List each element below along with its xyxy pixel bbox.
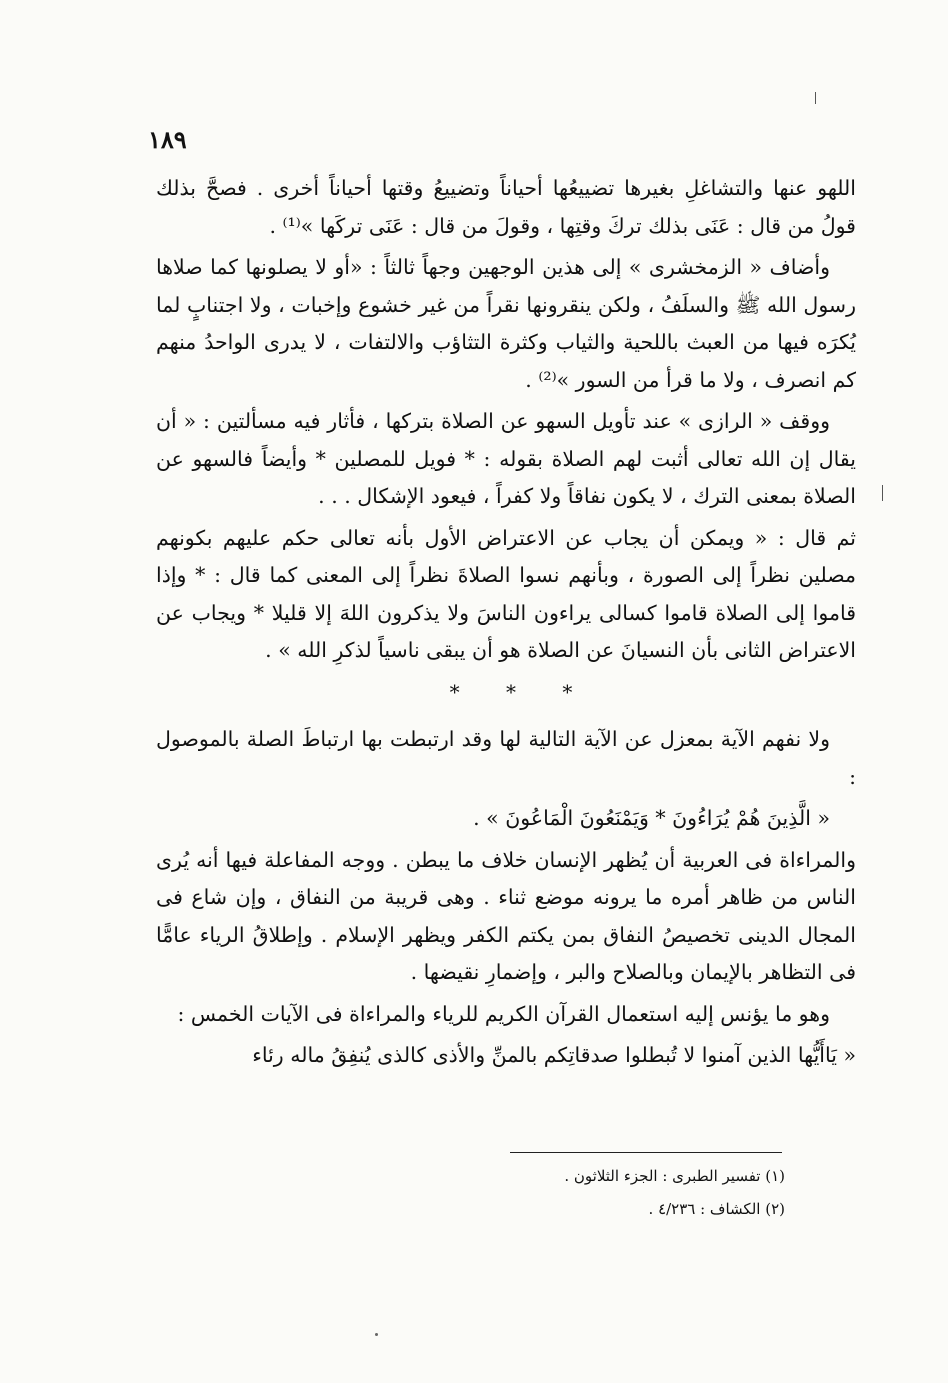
paragraph: ووقف « الرازى » عند تأويل السهو عن الصلاة بتركها ، فأثار فيه مسألتين : « أن يقال إن الله تعالى أثبت لهم الصلاة بقوله : * فويل للمصلين * وأيضاً فالسهو عن الصلاة بمعنى الترك ، لا يكون نفاقاً ولا كفراً ، فيعود الإشكال . . . [156,409,856,508]
footnote: (٢) الكشاف : ٤/٢٣٦ . [648,1200,785,1218]
paragraph: ولا نفهم الآية بمعزل عن الآية التالية لها وقد ارتبطت بها ارتباطَ الصلة بالموصول : [156,727,856,789]
footnote-divider [510,1152,782,1153]
paragraph: وهو ما يؤنس إليه استعمال القرآن الكريم للرياء والمراءاة فى الآيات الخمس : [177,1001,830,1026]
quran-verse: « الَّذِينَ هُمْ يُرَاءُونَ * وَيَمْنَعُونَ الْمَاعُونَ » . [473,806,830,830]
paragraph: ثم قال : « ويمكن أن يجاب عن الاعتراض الأول بأنه تعالى حكم عليهم بكونهم مصلين نظراً إلى الصورة ، وبأنهم نسوا الصلاةَ نظراً إلى المعنى كما قال : * وإذا قاموا إلى الصلاة قاموا كسالى يراءون الناسَ ولا يذكرون اللهَ إلا قليلا * ويجاب عن الاعتراض الثانى بأن النسيانَ عن الصلاة هو أن يبقى ناسياً لذكرِ الله » . [156,525,856,662]
scan-mark [882,485,883,501]
footnotes [520,1160,785,1226]
page-number: ١٨٩ [148,125,187,154]
scan-dot [375,1333,378,1336]
section-separator: * * * [449,679,593,704]
paragraph: اللهو عنها والتشاغلِ بغيرها تضييعُها أحياناً وتضييعُ وقتها أحياناً أخرى . فصحَّ بذلك قولُ من قال : عَنَى بذلك تركَ وقتِها ، وقولَ من قال : عَنَى تركَها »⁽¹⁾ . [156,176,856,238]
scan-mark [815,92,816,104]
paragraph: وأضاف « الزمخشرى » إلى هذين الوجهين وجهاً ثالثاً : «أو لا يصلونها كما صلاها رسول الله ﷺ والسلَفُ ، ولكن ينقرونها نقراً من غير خشوع وإخبات ، ولا اجتنابٍ لما يُكرَه فيها من العبث باللحية والثياب وكثرة التثاؤب والالتفات ، لا يدرى الواحدُ منهم كم انصرف ، ولا ما قرأ من السور »⁽²⁾ . [156,255,856,392]
main-text [156,170,856,1079]
footnote: (١) تفسير الطبرى : الجزء الثلاثون . [564,1167,785,1185]
paragraph: والمراءاة فى العربية أن يُظهر الإنسان خلاف ما يبطن . ووجه المفاعلة فيها أنه يُرى الناس من ظاهر أمره ما يرونه موضع ثناء . وهى قريبة من النفاق ، وإن شاع فى المجال الدينى تخصيصُ النفاق بمن يكتم الكفر ويظهر الإسلام . وإطلاقُ الرياء عامًّا فى التظاهر بالإيمان وبالصلاح والبر ، وإضمارِ نقيضها . [156,847,856,984]
paragraph: « يَاأَيُّها الذين آمنوا لا تُبطلوا صدقاتِكم بالمنِّ والأذى كالذى يُنفِقُ ماله رئاء [252,1043,856,1067]
